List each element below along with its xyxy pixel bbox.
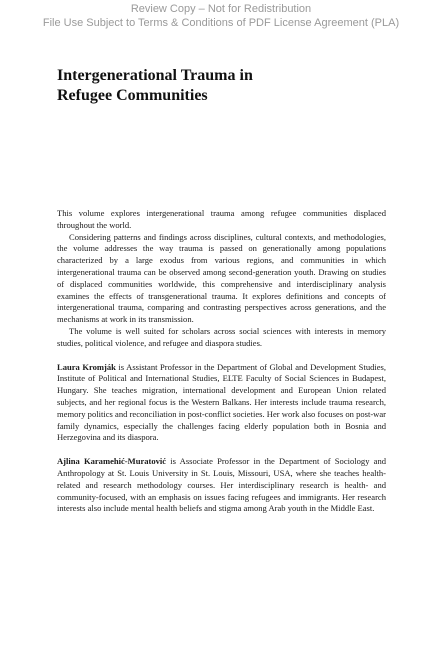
- description-paragraph-3: The volume is well suited for scholars across social sciences with interests in memory studies, political violence, and refugee and diaspora studies.: [57, 325, 386, 348]
- author-name-2: Ajlina Karamehić-Muratović: [57, 456, 167, 467]
- book-title: [57, 66, 387, 106]
- author-bio-text-2: is Associate Professor in the Department of Sociology and Anthropology at St. Louis University in St. Louis, Missouri, USA, where she teaches health-related and research methodology courses. Her interdisciplinary research is health- and community-focused, with an emphasis on issues facing refugees and immigrants. Her research interests also include mental health beliefs and stigma among Arab youth in the Middle East.: [57, 456, 386, 514]
- watermark-license-notice: File Use Subject to Terms & Conditions of PDF License Agreement (PLA): [42, 17, 400, 29]
- author-bio-1: [57, 362, 386, 445]
- book-title-line-1: Intergenerational Trauma in: [57, 67, 253, 84]
- author-bio-text-1: is Assistant Professor in the Department of Global and Development Studies, Institute of Political and International Studies, ELTE Faculty of Social Sciences in Budapest, Hungary. She teaches migration, international development and European Union related subjects, and her regional focus is the Western Balkans. Her interests include trauma research, memory politics and reconciliation in post-conflict societies. Her work also focuses on post-war family dynamics, especially the challenges facing elderly population both in Bosnia and Herzegovina and its diaspora.: [57, 361, 386, 443]
- description-paragraph-1: This volume explores intergenerational trauma among refugee communities displaced throughout the world.: [57, 208, 386, 230]
- author-bio-2: [57, 456, 386, 515]
- book-title-line-2: Refugee Communities: [57, 87, 208, 104]
- author-name-1: Laura Kromják: [57, 361, 116, 372]
- back-cover-text: [57, 208, 386, 515]
- watermark-review-copy: Review Copy – Not for Redistribution: [130, 3, 312, 15]
- description-paragraph-2: Considering patterns and findings across disciplines, cultural contexts, and methodologies, the volume addresses the way trauma is passed on generationally among populations characterized by a large exodus from various regions, and communities in which intergenerational trauma can be observed among second-generation youth. Drawing on studies of displaced communities worldwide, this comprehensive and interdisciplinary analysis examines the effects of transgenerational trauma. It explores definitions and concepts of intergenerational trauma, comparing and contrasting perspectives across generations, and the mechanisms at work in its transmission.: [57, 231, 386, 325]
